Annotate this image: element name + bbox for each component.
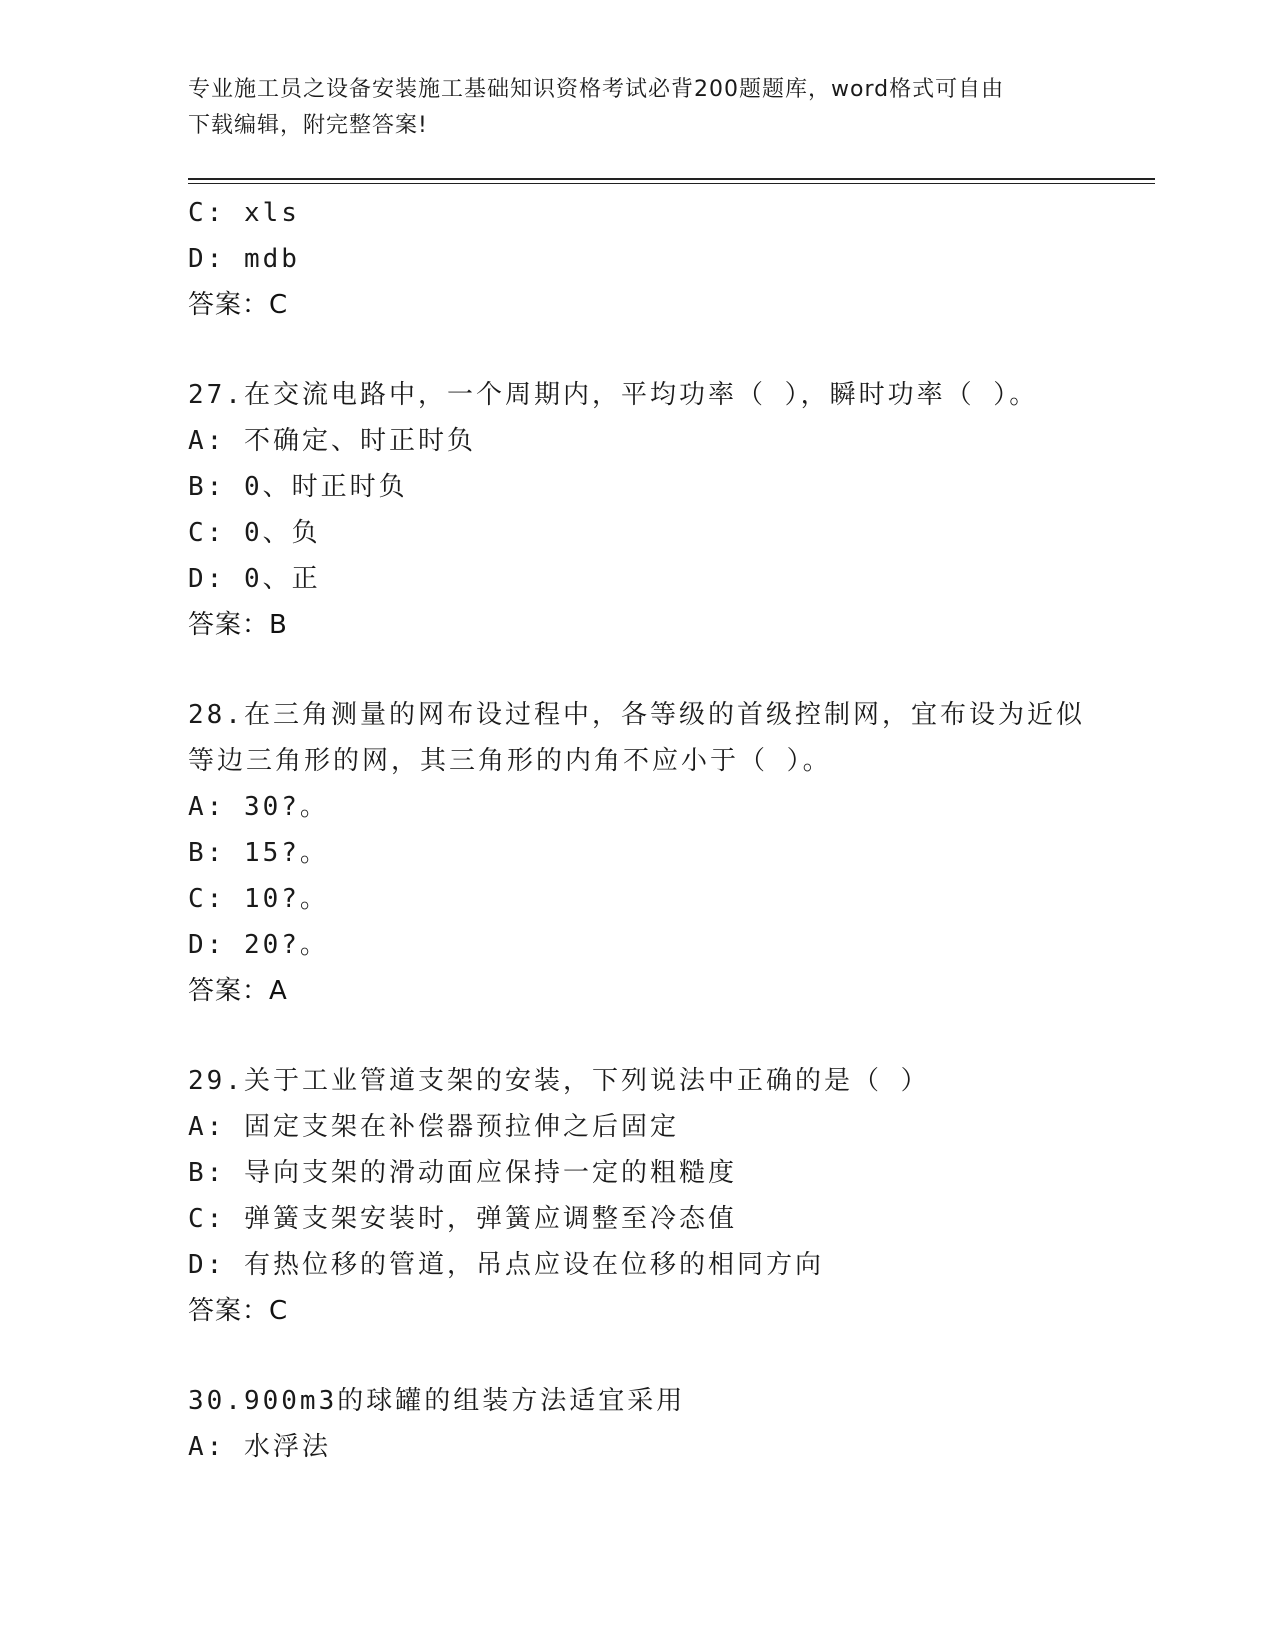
option-a: A: 不确定、时正时负 bbox=[188, 426, 476, 456]
option-a: A: 30?。 bbox=[188, 792, 329, 822]
question-block-27 bbox=[188, 372, 1108, 648]
answer-line: 答案：A bbox=[188, 976, 288, 1006]
question-title: 27.在交流电路中，一个周期内，平均功率（ ），瞬时功率（ ）。 bbox=[188, 380, 1039, 410]
question-title: 28.在三角测量的网布设过程中，各等级的首级控制网，宜布设为近似 bbox=[188, 700, 1085, 730]
header-divider-thin bbox=[188, 183, 1155, 184]
spacer bbox=[188, 1014, 1108, 1058]
option-d: D: 有热位移的管道，吊点应设在位移的相同方向 bbox=[188, 1250, 824, 1280]
option-c: C: 弹簧支架安装时，弹簧应调整至冷态值 bbox=[188, 1204, 737, 1234]
answer-line: 答案：C bbox=[188, 1296, 289, 1326]
answer-line: 答案：C bbox=[188, 290, 289, 320]
prev-question-block bbox=[188, 190, 1108, 328]
option-d: D: 20?。 bbox=[188, 930, 329, 960]
option-b: B: 导向支架的滑动面应保持一定的粗糙度 bbox=[188, 1158, 737, 1188]
option-d: D: 0、正 bbox=[188, 564, 321, 594]
spacer bbox=[188, 1334, 1108, 1378]
question-title: 29.关于工业管道支架的安装，下列说法中正确的是（ ） bbox=[188, 1066, 930, 1096]
option-a: A: 水浮法 bbox=[188, 1432, 331, 1462]
question-block-28 bbox=[188, 692, 1108, 1014]
option-a: A: 固定支架在补偿器预拉伸之后固定 bbox=[188, 1112, 679, 1142]
header-line-1: 专业施工员之设备安装施工基础知识资格考试必背200题题库，word格式可自由 bbox=[188, 77, 1005, 102]
question-block-30 bbox=[188, 1378, 1108, 1470]
question-title: 30.900m3的球罐的组装方法适宜采用 bbox=[188, 1386, 686, 1416]
option-c: C: 10?。 bbox=[188, 884, 329, 914]
header-divider-thick bbox=[188, 178, 1155, 180]
option-c: C: 0、负 bbox=[188, 518, 321, 548]
answer-line: 答案：B bbox=[188, 610, 288, 640]
question-block-29 bbox=[188, 1058, 1108, 1334]
option-c: C: xls bbox=[188, 198, 300, 228]
option-d: D: mdb bbox=[188, 244, 300, 274]
question-content bbox=[188, 190, 1108, 1470]
option-b: B: 0、时正时负 bbox=[188, 472, 408, 502]
option-b: B: 15?。 bbox=[188, 838, 329, 868]
document-header bbox=[188, 72, 1088, 144]
header-line-2: 下载编辑，附完整答案! bbox=[188, 113, 428, 138]
spacer bbox=[188, 648, 1108, 692]
spacer bbox=[188, 328, 1108, 372]
question-title-continued: 等边三角形的网，其三角形的内角不应小于（ ）。 bbox=[188, 746, 832, 776]
